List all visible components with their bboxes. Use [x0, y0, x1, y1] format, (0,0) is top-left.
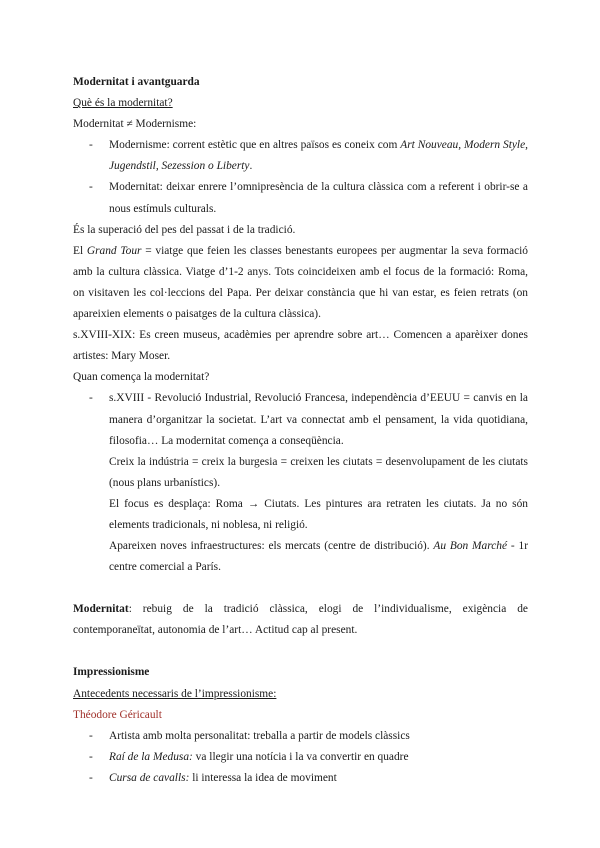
paragraph-modernitat-definition [73, 599, 528, 641]
infraestructures-text: Apareixen noves infraestructures: els mercats (centre de distribució). [109, 540, 434, 553]
list-item-text: va llegir una notícia i la va convertir en quadre [192, 750, 409, 763]
bullet-dash: - [89, 750, 93, 763]
bullet-dash: - [89, 139, 93, 152]
list-item-text-end: . [249, 160, 253, 173]
sub-paragraph-infraestructures [73, 536, 528, 578]
spacer [73, 578, 528, 599]
list-item-xviii [73, 388, 528, 451]
list-item-text: s.XVIII - Revolució Industrial, Revolució Francesa, independència d’EEUU = canvis en la manera d’organitzar la societat. L’art va connectat amb el pensament, la vida quotidiana, filosofia… La modernitat comença a conseqüència. [109, 392, 528, 447]
paragraph-superacio: És la superació del pes del passat i de la tradició. [73, 223, 296, 236]
list-item-text: Modernisme: corrent estètic que en altres països es coneix com [109, 139, 401, 152]
list-item-modernisme [73, 135, 528, 177]
modernitat-neq-modernisme: Modernitat ≠ Modernisme: [73, 118, 197, 131]
grand-tour-text: = viatge que feien les classes benestants europees per augmentar la seva formació amb la cultura clàssica. Viatge d’1-2 anys. Tots coincideixen amb el focus de la formació: Roma, on visitaven les col·leccions del Papa. Per deixar constància que hi van estar, es feien retrats (on apareixien elements o paisatges de la cultura clàssica). [73, 244, 528, 321]
grand-tour-emphasis: Grand Tour [86, 244, 142, 257]
list-item-artista [73, 726, 528, 747]
bullet-dash: - [89, 771, 93, 784]
sub-paragraph-focus: El focus es desplaça: Roma → Ciutats. Les pintures ara retraten les ciutats. Ja no són elements tradicionals, ni noblesa, ni religió. [109, 497, 528, 531]
list-item-rai-medusa [73, 747, 528, 768]
question-what-is-modernity: Què és la modernitat? [73, 97, 173, 110]
bullet-dash: - [89, 729, 93, 742]
sub-paragraph-industria: Creix la indústria = creix la burgesia = creixen les ciutats = desenvolupament de les ciutats (nous plans urbanístics). [109, 455, 528, 489]
list-item-text: Artista amb molta personalitat: treballa a partir de models clàssics [109, 729, 410, 742]
doc-title: Modernitat i avantguarda [73, 76, 200, 88]
list-item-text: Modernitat: deixar enrere l’omnipresència de la cultura clàssica com a referent i obrir-se a nous estímuls culturals. [109, 181, 528, 215]
paragraph-grand-tour [73, 241, 528, 325]
list-item-text: li interessa la idea de moviment [189, 771, 337, 784]
infraestructures-text-end: - 1r centre comercial a París. [109, 540, 528, 574]
spacer [73, 641, 528, 662]
paragraph-xviii-xix: s.XVIII-XIX: Es creen museus, acadèmies per aprendre sobre art… Comencen a aparèixer dones artistes: Mary Moser. [73, 329, 528, 363]
au-bon-marche-emphasis: Au Bon Marché [433, 540, 508, 553]
list-item-emphasis: Raí de la Medusa: [109, 750, 193, 763]
list-item-emphasis: Cursa de cavalls: [109, 771, 190, 784]
modernitat-bold-term: Modernitat [73, 603, 129, 616]
heading-impressionisme: Impressionisme [73, 666, 150, 679]
grand-tour-pre: El [73, 244, 87, 257]
modernitat-definition-text: : rebuig de la tradició clàssica, elogi de l’individualisme, exigència de contemporaneïtat, autonomia de l’art… Actitud cap al present. [73, 603, 528, 637]
list-item-modernitat [73, 177, 528, 219]
question-when-starts: Quan comença la modernitat? [73, 371, 210, 384]
bullet-dash: - [89, 392, 93, 405]
antecedents-heading: Antecedents necessaris de l’impressionisme: [73, 687, 277, 700]
list-item-emphasis: Art Nouveau, Modern Style, Jugendstil, Sezession o Liberty [109, 139, 528, 173]
artist-name-gericault: Théodore Géricault [73, 708, 162, 721]
list-item-cursa-cavalls [73, 768, 528, 789]
bullet-dash: - [89, 181, 93, 194]
document-body [73, 72, 528, 789]
